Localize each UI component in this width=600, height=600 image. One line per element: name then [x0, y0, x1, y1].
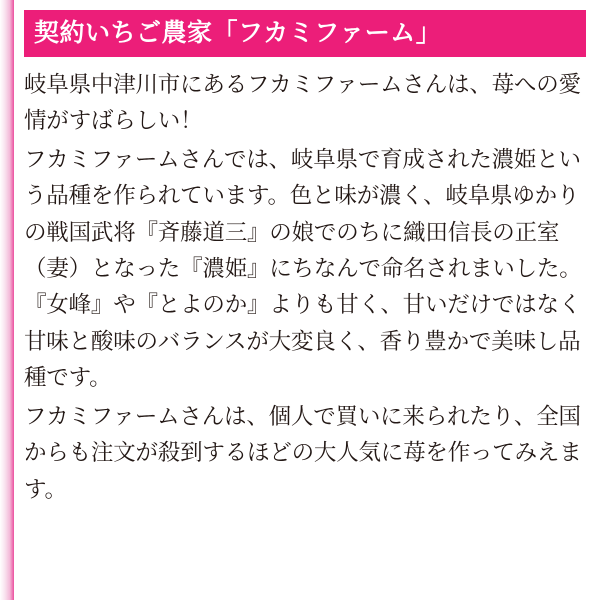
page-title: 契約いちご農家「フカミファーム」 — [24, 10, 586, 57]
document-content — [14, 0, 600, 600]
paragraph-2: フカミファームさんでは、岐阜県で育成された濃姫という品種を作られています。色と味が濃く、岐阜県ゆかりの戦国武将『斉藤道三』の娘でのちに織田信長の正室（妻）となった『濃姫』にちなんで命名されまいした。『女峰』や『とよのか』よりも甘く、甘いだけではなく甘味と酸味のバランスが大変良く、香り豊かで美味し品種です。 — [24, 146, 582, 392]
paragraph-3: フカミファームさんは、個人で買いに来られたり、全国からも注文が殺到するほどの大人気に苺を作ってみえます。 — [24, 403, 582, 503]
decorative-gradient-bar — [0, 0, 14, 600]
body-text — [24, 67, 586, 508]
paragraph-1: 岐阜県中津川市にあるフカミファームさんは、苺への愛情がすばらしい！ — [24, 71, 581, 135]
